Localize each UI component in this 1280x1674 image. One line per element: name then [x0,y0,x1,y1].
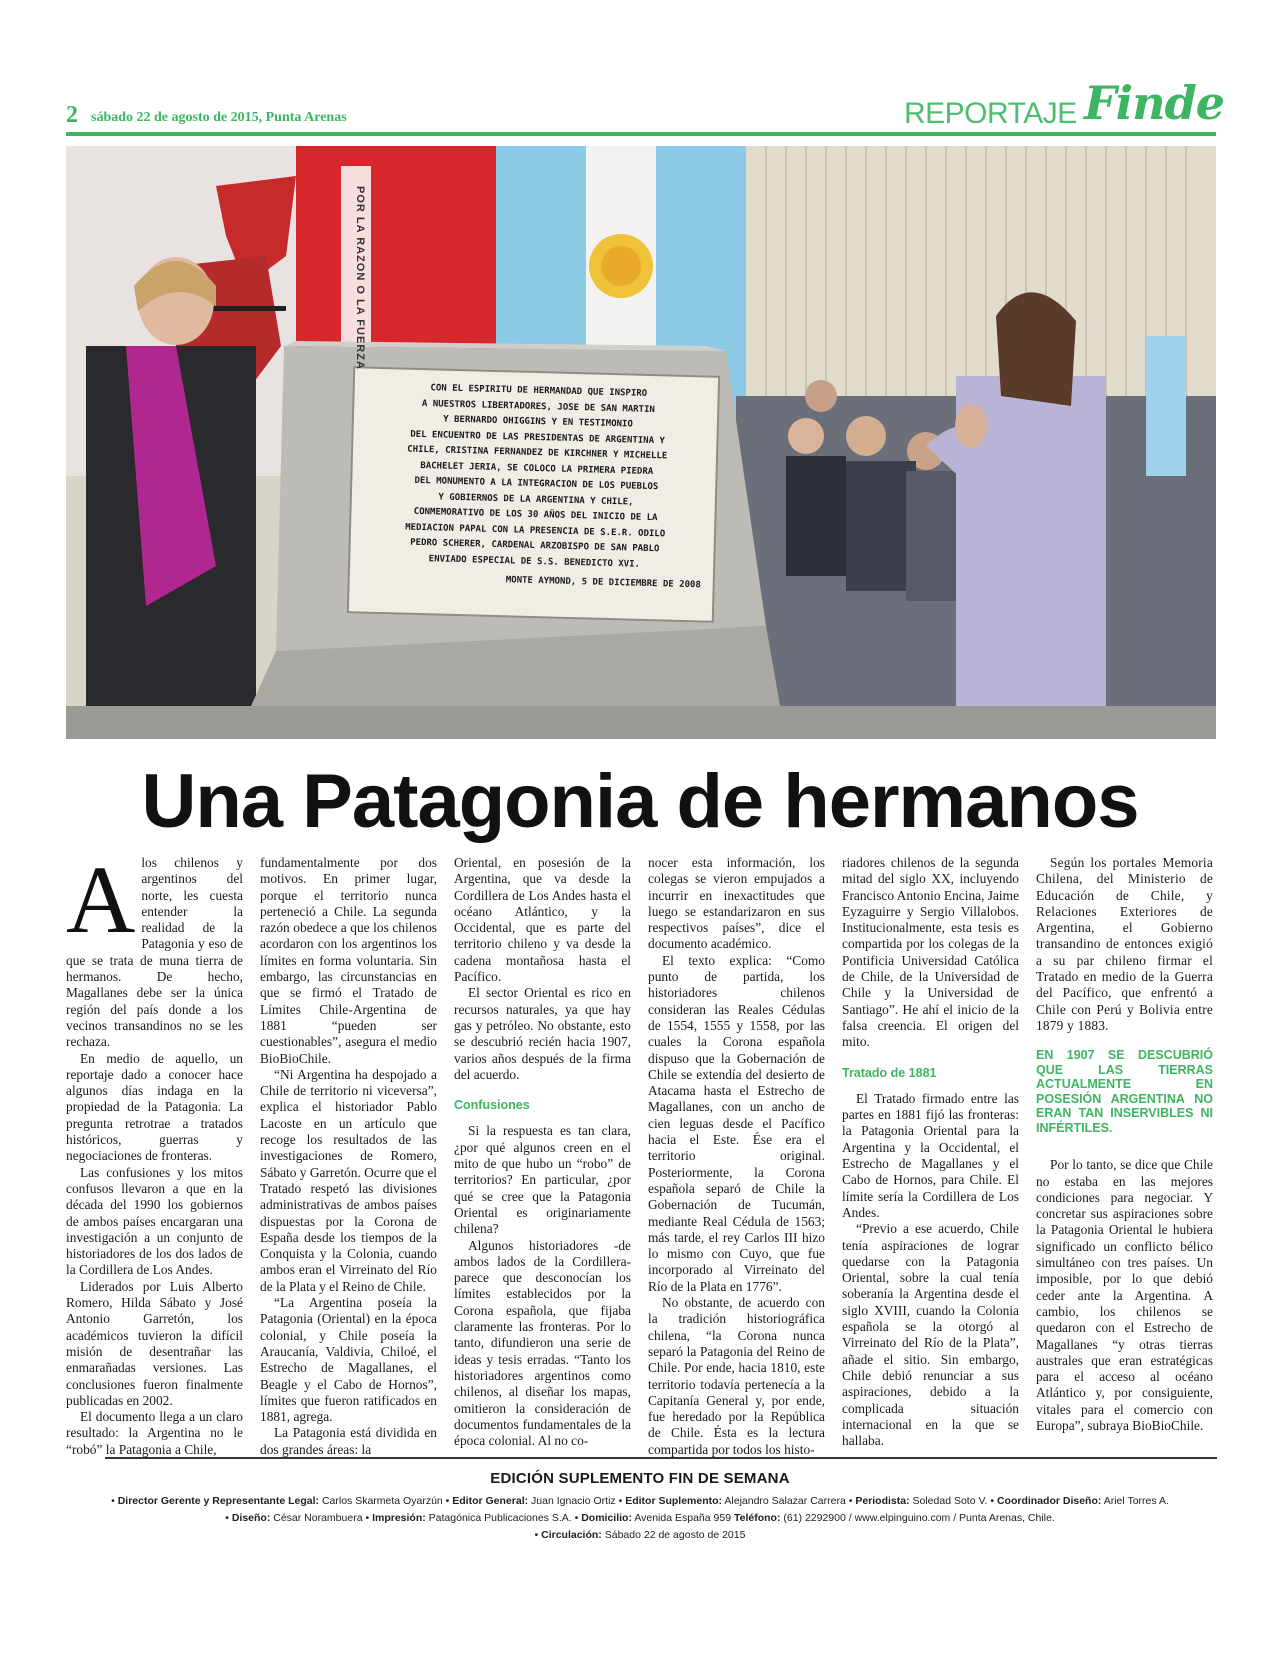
article-column-2 [260,855,437,1458]
credit-label: Editor General: [452,1495,529,1507]
article-column-5 [842,855,1019,1449]
credit-value: Juan Ignacio Ortiz [531,1495,616,1507]
credit-value: Soledad Soto V. [912,1495,988,1507]
plaque-line: DEL MONUMENTO A LA INTEGRACION DE LOS PUEBLOS [414,475,659,493]
credit-label: Circulación: [541,1529,602,1541]
credit-label: Coordinador Diseño: [996,1495,1102,1507]
credit-value: (61) 2292900 / www.elpinguino.com / Punta Arenas, Chile. [783,1512,1055,1524]
page-number: 2 [66,102,78,128]
paragraph: El Tratado firmado entre las partes en 1881 fijó las fronteras: la Patagonia Oriental para la Argentina y la Occidental, el Estrecho de Magallanes y el Cabo de Hornos, para Chile. El límite sería la Cordillera de Los Andes. [842,1090,1019,1220]
paragraph: “Previo a ese acuerdo, Chile tenía aspiraciones de lograr quedarse con la Patagonia Oriental, sobre la cual tenía soberanía la Argentina desde el siglo XVIII, cuando la Colonia española se la otorgó al Virreinato del Río de la Plata”, añade el sitio. Sin embargo, Chile debió renunciar a sus aspiraciones, debido a la complicada situación internacional en la que se hallaba. [842,1221,1019,1449]
credit-label: Domicilio: [581,1512,632,1524]
credits-line-2: • Diseño: César Norambuera • Impresión: Patagónica Publicaciones S.A. • Domicilio: Avenida España 959 Teléfono: (61) 2292900 / www.elpinguino.com / Punta Arenas, Chile. [225,1512,1055,1524]
header-rule [66,132,1216,136]
footer-rule [105,1457,1217,1459]
paragraph: Algunos historiadores -de ambos lados de la Cordillera- parece que desconocían los límites establecidos por la Corona española, que fijaba claramente las fronteras. Por lo tanto, difundieron una serie de ideas y tesis erradas. “Tanto los historiadores argentinos como chilenos, al diseñar los mapas, omitieron la consideración de documentos fundamentales de la época colonial. Al no co- [454,1237,631,1449]
paragraph: La Patagonia está dividida en dos grandes áreas: la [260,1425,437,1457]
subhead-tratado: Tratado de 1881 [842,1065,937,1080]
plaque-line: DEL ENCUENTRO DE LAS PRESIDENTAS DE ARGENTINA Y [410,429,666,446]
credit-label: Director Gerente y Representante Legal: [117,1495,320,1507]
credit-value: Alejandro Salazar Carrera [724,1495,846,1507]
credit-value: César Norambuera [273,1512,363,1524]
dateline: sábado 22 de agosto de 2015, Punta Arenas [91,110,347,125]
credits-line-1: • Director Gerente y Representante Legal: Carlos Skarmeta Oyarzún • Editor General: Juan Ignacio Ortiz • Editor Suplemento: Alejandro Salazar Carrera • Periodista: Soledad Soto V. • Coordinador Diseño: Ariel Torres A. [111,1495,1169,1507]
plaque-line: Y GOBIERNOS DE LA ARGENTINA Y CHILE, [438,491,634,508]
brand-logo: Finde [1084,76,1225,130]
article-column-1 [66,846,243,1458]
credit-value: Avenida España 959 [634,1512,732,1524]
headline: Una Patagonia de hermanos [141,759,1139,844]
lead-photo [66,146,1216,739]
paragraph: El sector Oriental es rico en recursos naturales, ya que hay gas y petróleo. No obstante, esto se descubrió recién hacia 1907, varios años después de la firma del acuerdo. [454,985,631,1082]
plaque-line: Y BERNARDO OHIGGINS Y EN TESTIMONIO [443,414,633,430]
paragraph: Liderados por Luis Alberto Romero, Hilda Sábato y José Antonio Garretón, los académicos tuvieron la difícil misión de desentrañar las enmarañadas versiones. Las conclusiones fueron finalmente publicadas en 2002. [66,1278,243,1408]
plaque-line: A NUESTROS LIBERTADORES, JOSE DE SAN MARTIN [421,398,656,415]
paragraph: Oriental, en posesión de la Argentina, que va desde la Cordillera de Los Andes hasta el océano Atlántico, y la Occidental, que es parte del territorio chileno y va desde la cadena montañosa hasta el Pacífico. [454,855,631,985]
credit-label: Teléfono: [733,1512,781,1524]
paragraph: fundamentalmente por dos motivos. En primer lugar, porque el territorio nunca perteneció a Chile. La segunda razón obedece a que los chilenos acordaron con los argentinos los límites en forma voluntaria. Sin embargo, las circunstancias en que se firmó el Tratado de Límites Chile-Argentina de 1881 “pueden ser cuestionables”, asegura el medio BioBioChile. [260,855,437,1066]
credits-line-3: • Circulación: Sábado 22 de agosto de 2015 [534,1529,746,1541]
paragraph: En medio de aquello, un reportaje dado a conocer hace algunos días indaga en la propiedad de la Patagonia. La pregunta retrotrae a tratados históricos, guerras y negociaciones de fronteras. [66,1050,243,1164]
plaque-date: MONTE AYMOND, 5 DE DICIEMBRE DE 2008 [505,575,701,591]
paragraph: Por lo tanto, se dice que Chile no estaba en las mejores condiciones para negociar. Y concretar sus aspiraciones sobre la Patagonia Oriental le hubiera significado un conflicto bélico simultáneo con tres países. Un imposible, por lo que debió ceder ante la Argentina. A cambio, los chilenos se quedaron con el Estrecho de Magallanes “y otras tierras australes que eran estratégicas para el acceso al océano Atlántico y, por consiguiente, vitales para el comercio con Europa”, subraya BioBioChile. [1036,1157,1213,1434]
pull-quote: EN 1907 SE DESCUBRIÓ QUE LAS TIERRAS ACTUALMENTE EN POSESIÓN ARGENTINA NO ERAN TAN INSERVIBLES NI INFÉRTILES. [1036,1048,1213,1135]
plaque-line: BACHELET JERIA, SE COLOCO LA PRIMERA PIEDRA [420,460,654,477]
credit-label: Impresión: [372,1512,426,1524]
paragraph: “La Argentina poseía la Patagonia (Oriental) en la época colonial, y Chile poseía la Araucanía, Valdivia, Chiloé, el Estrecho de Magallanes, el Beagle y el Cabo de Hornos”, límites que fueron ratificados en 1881, agrega. [260,1295,437,1425]
paragraph: Las confusiones y los mitos confusos llevaron a que en la década del 1990 los gobiernos de ambos países encargaran una investigación a un conjunto de historiadores de los dos lados de la Cordillera de Los Andes. [66,1164,243,1278]
paragraph: riadores chilenos de la segunda mitad del siglo XX, incluyendo Francisco Antonio Encina, Jaime Eyzaguirre y Sergio Villalobos. Institucionalmente, esta tesis es compartida por los colegas de la Pontificia Universidad Católica de Chile, de la Universidad de Chile y la Universidad de Santiago”. He ahí el inicio de la falsa creencia. El origen del mito. [842,855,1020,1050]
paragraph: los chilenos y argentinos del norte, les cuesta entender la realidad de la Patagonia y eso de que se trata de muna tierra de hermanos. De hecho, Magallanes debe ser la única región del país donde a los vecinos transandinos no se les rechaza. [66,855,243,1050]
article-column-6 [1036,855,1213,1434]
credit-label: Periodista: [855,1495,910,1507]
article-column-4 [648,855,825,1458]
paragraph: No obstante, de acuerdo con la tradición historiográfica chilena, “la Corona nunca separó la Patagonia del Reino de Chile. Por ende, hacia 1810, este territorio todavía pertenecía a la Capitanía General y, por ende, fue heredado por la República de Chile. Ésta es la lectura compartida por todos los histo- [648,1295,825,1457]
plaque-line: PEDRO SCHERER, CARDENAL ARZOBISPO DE SAN PABLO [410,537,660,555]
page-header [66,70,1225,130]
credits-box [0,1470,1280,1544]
plaque-line: CON EL ESPIRITU DE HERMANDAD QUE INSPIRO [430,383,648,399]
plaque-line: CONMEMORATIVO DE LOS 30 AÑOS DEL INICIO DE LA [413,506,658,524]
credit-label: Editor Suplemento: [625,1495,723,1507]
paragraph: Si la respuesta es tan clara, ¿por qué algunos creen en el mito de que hubo un “robo” de territorios? En particular, ¿por qué se cree que la Patagonia Oriental es originariamente chilena? [454,1123,631,1237]
plaque-line: ENVIADO ESPECIAL DE S.S. BENEDICTO XVI. [428,553,641,570]
credit-value: Carlos Skarmeta Oyarzún [321,1495,443,1507]
paragraph: “Ni Argentina ha despojado a Chile de territorio ni viceversa”, explica el historiador Pablo Lacoste en un artículo que recoge los resultados de las investigaciones de Romero, Sábato y Garretón. Ocurre que el Tratado respetó las divisiones administrativas de ambos países dispuestas por la Corona de España desde los tiempos de la Conquista y la Colonia, cuando ambos eran el Virreinato del Río de la Plata y el Reino de Chile. [260,1066,437,1294]
section-label: REPORTAJE [904,97,1077,130]
subhead-confusiones: Confusiones [454,1098,530,1113]
plaque-line: CHILE, CRISTINA FERNANDEZ DE KIRCHNER Y MICHELLE [407,444,668,462]
article-column-3 [454,855,631,1449]
plaque-inscription [358,379,714,618]
paragraph: El documento llega a un claro resultado: la Argentina no le “robó” la Patagonia a Chile, [66,1409,243,1457]
credit-value: Patagónica Publicaciones S.A. [428,1512,572,1524]
paragraph: Según los portales Memoria Chilena, del Ministerio de Educación de Chile, y Relaciones Exteriores de Argentina, el Gobierno transandino de entonces exigió a su par chileno firmar el Tratado en medio de la Guerra del Pacífico, que enfrentó a Chile con Perú y Bolivia entre 1879 y 1883. [1036,855,1213,1033]
paragraph: El texto explica: “Como punto de partida, los historiadores chilenos consideran las Reales Cédulas de 1554, 1555 y 1558, por las cuales la Corona española dispuso que la Gobernación de Chile se extendía del desierto de Atacama hasta el Estrecho de Magallanes, con un ancho de cien leguas desde el Pacífico hacia el Este. Ése era el territorio original. Posteriormente, la Corona española separó de Chile la Gobernación de Tucumán, mediante Real Cédula de 1563; más tarde, el rey Carlos III hizo lo mismo con Cuyo, que fue incorporado al Virreinato del Río de la Plata en 1776”. [648,952,825,1294]
credit-value: Ariel Torres A. [1103,1495,1169,1507]
plaque-line: MEDIACION PAPAL CON LA PRESENCIA DE S.E.R. ODILO [405,522,666,539]
credit-value: Sábado 22 de agosto de 2015 [604,1529,746,1541]
banner-motto: POR LA RAZON O LA FUERZA [354,186,366,370]
credits-title: EDICIÓN SUPLEMENTO FIN DE SEMANA [490,1470,790,1487]
credit-label: Diseño: [231,1512,271,1524]
article-body [66,846,1216,1457]
drop-cap: A [66,846,136,953]
paragraph: nocer esta información, los colegas se vieron empujados a incurrir en inexactitudes que luego se estandarizaron en sus respectivos países”, dice el documento académico. [648,855,825,952]
